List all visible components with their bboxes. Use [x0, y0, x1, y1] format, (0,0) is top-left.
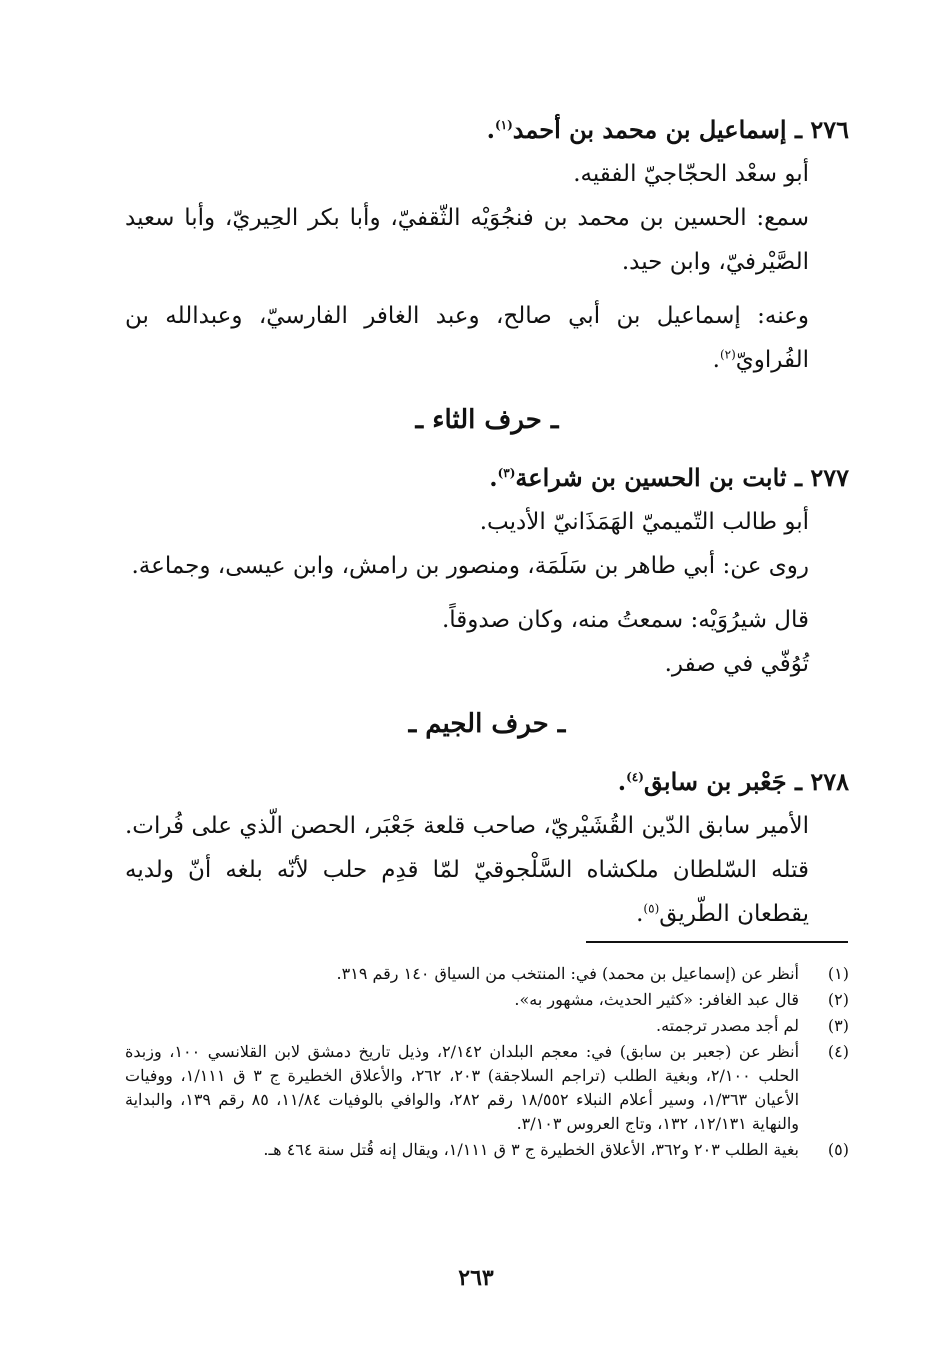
page-number: ٢٦٣: [458, 1265, 494, 1291]
footnote-text: أنظر عن (إسماعيل بن محمد) في: المنتخب من السياق ١٤٠ رقم ٣١٩.: [336, 964, 799, 983]
footnote-3: [125, 1014, 849, 1038]
entry-277-death: تُوُفّي في صفر.: [664, 651, 809, 677]
footnote-number: (٤): [827, 1042, 849, 1061]
footnotes: [125, 962, 849, 1164]
footnote-number: (١): [827, 964, 849, 983]
footnote-marker: (٤): [626, 770, 644, 784]
footnote-marker: (٥): [643, 901, 660, 916]
section-heading-jim: ـ حرف الجيم ـ: [408, 709, 566, 739]
heading-end: .: [489, 463, 498, 492]
entry-278-body-text: الأمير سابق الدّين القُشَيْريّ، صاحب قلعة جَعْبَر، الحصن الّذي على فُرات. قتله السّلطان ملكشاه السَّلْجوقيّ لمّا قدِم حلب لأنّه بلغه أنّ ولديه يقطعان الطّريق: [125, 813, 809, 927]
footnote-number: (٥): [827, 1140, 849, 1159]
heading-end: .: [617, 767, 627, 796]
footnote-text: بغية الطلب ٢٠٣ و٣٦٢، الأعلاق الخطيرة ج ٣ ق ١/١١١، ويقال إنه قُتل سنة ٤٦٤ هـ.: [263, 1140, 799, 1159]
entry-276-students: [125, 294, 849, 382]
footnote-marker: (٢): [719, 347, 736, 362]
entry-heading-278: [125, 760, 849, 804]
entry-heading-276: [125, 108, 849, 152]
entry-heading-text: ٢٧٧ ـ ثابت بن الحسين بن شراعة: [515, 463, 849, 492]
section-heading-tha: ـ حرف الثاء ـ: [415, 405, 559, 435]
footnote-divider: [586, 941, 848, 943]
footnote-text: قال عبد الغافر: «كثير الحديث، مشهور به».: [514, 990, 799, 1009]
footnote-text: أنظر عن (جعبر بن سابق) في: معجم البلدان ٢/١٤٢، وذيل تاريخ دمشق لابن القلانسي ١٠٠، وزبدة الحلب ٢/١٠٠، وبغية الطلب (تراجم السلاجقة) ٢٠٣، ٢٦٢، والأعلاق الخطيرة ج ٣ ق ١/١١١، ووفيات الأعيان ١/٣٦٣، وسير أعلام النبلاء ١٨/٥٥٢ رقم ٢٨٢، والوافي بالوفيات ١١/٨٤، ٨٥ رقم ١٣٩، والبداية والنهاية ١٢/١٣١، ١٣٢، وتاج العروس ٣/١٠٣.: [125, 1042, 800, 1133]
footnote-1: [125, 962, 849, 986]
entry-heading-277: [125, 456, 849, 500]
entry-276-students-text: وعنه: إسماعيل بن أبي صالح، وعبد الغافر الفارسيّ، وعبدالله بن الفُراويّ: [125, 303, 809, 373]
footnote-number: (٢): [827, 990, 849, 1009]
footnote-marker: (٣): [497, 466, 516, 480]
entry-276-nisba: أبو سعْد الحجّاجيّ الفقيه.: [573, 161, 809, 187]
line-end: .: [712, 347, 720, 373]
footnote-2: [125, 988, 849, 1012]
footnote-4: [125, 1040, 849, 1136]
entry-heading-text: ٢٧٦ ـ إسماعيل بن محمد بن أحمد: [512, 115, 849, 144]
entry-278-body: [125, 804, 849, 936]
footnote-marker: (١): [494, 118, 513, 132]
line-end: .: [636, 901, 644, 927]
entry-276-heard: سمع: الحسين بن محمد بن فنجُوَيْه الثّقفيّ، وأبا بكر الحِيريّ، وأبا سعيد الصَّيْرفيّ، وابن حيد.: [125, 205, 809, 275]
footnote-text: لم أجد مصدر ترجمته.: [656, 1016, 799, 1035]
footnote-5: [125, 1138, 849, 1162]
entry-277-quote: قال شيرُوَيْه: سمعتُ منه، وكان صدوقاً.: [441, 607, 809, 633]
footnote-number: (٣): [827, 1016, 849, 1035]
heading-end: .: [486, 115, 495, 144]
entry-277-nisba: أبو طالب التّميميّ الهَمَذَانيّ الأديب.: [479, 509, 809, 535]
entry-heading-text: ٢٧٨ ـ جَعْبر بن سابق: [643, 767, 849, 796]
entry-277-narrated: روى عن: أبي طاهر بن سَلَمَة، ومنصور بن رامش، وابن عيسى، وجماعة.: [131, 553, 809, 579]
